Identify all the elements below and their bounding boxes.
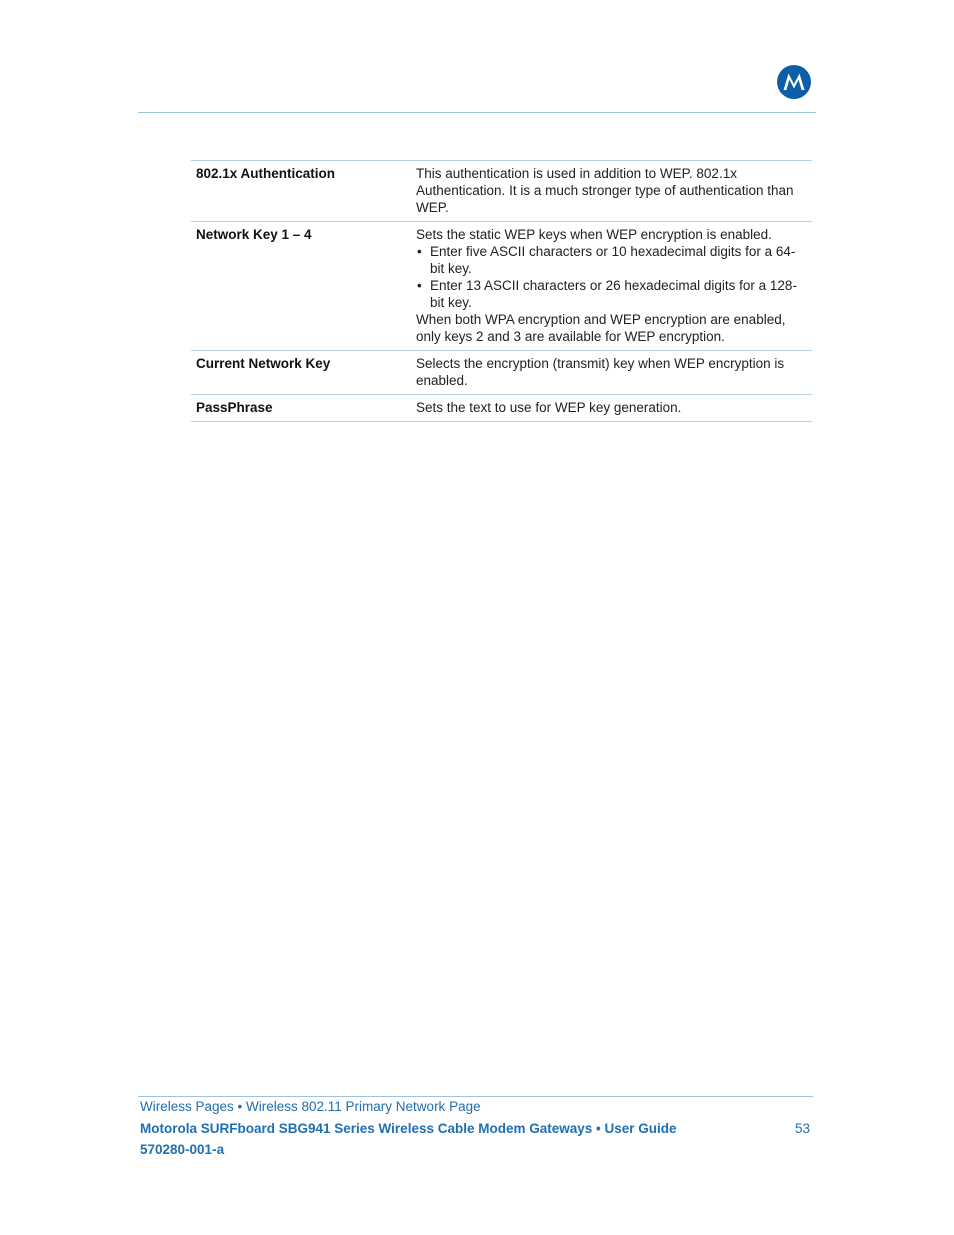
bullet-list	[416, 243, 807, 311]
table-row	[191, 351, 812, 395]
parameter-description	[411, 222, 812, 351]
header-divider	[138, 112, 816, 113]
list-item: • Enter 13 ASCII characters or 26 hexadecimal digits for a 128-bit key.	[416, 277, 807, 311]
footer-doc-number: 570280-001-a	[140, 1142, 225, 1157]
parameter-name: Current Network Key	[191, 351, 411, 395]
parameter-description: Sets the text to use for WEP key generation.	[411, 395, 812, 422]
parameter-table	[191, 160, 812, 422]
footer-product-title: Motorola SURFboard SBG941 Series Wireless Cable Modem Gateways • User Guide	[140, 1121, 677, 1136]
description-outro: When both WPA encryption and WEP encryption are enabled, only keys 2 and 3 are available for WEP encryption.	[416, 312, 786, 344]
parameter-description: This authentication is used in addition to WEP. 802.1x Authentication. It is a much stronger type of authentication than WEP.	[411, 161, 812, 222]
table-row	[191, 395, 812, 422]
parameter-name: PassPhrase	[191, 395, 411, 422]
list-item: • Enter five ASCII characters or 10 hexadecimal digits for a 64-bit key.	[416, 243, 807, 277]
table-row	[191, 161, 812, 222]
footer-section-title: Wireless Pages • Wireless 802.11 Primary Network Page	[140, 1099, 481, 1114]
description-intro: Sets the static WEP keys when WEP encryption is enabled.	[416, 227, 772, 242]
motorola-logo-icon	[777, 65, 811, 99]
table-row	[191, 222, 812, 351]
parameter-name: Network Key 1 – 4	[191, 222, 411, 351]
page-number: 53	[795, 1121, 811, 1136]
parameter-description: Selects the encryption (transmit) key when WEP encryption is enabled.	[411, 351, 812, 395]
footer-divider	[138, 1096, 813, 1097]
parameter-name: 802.1x Authentication	[191, 161, 411, 222]
